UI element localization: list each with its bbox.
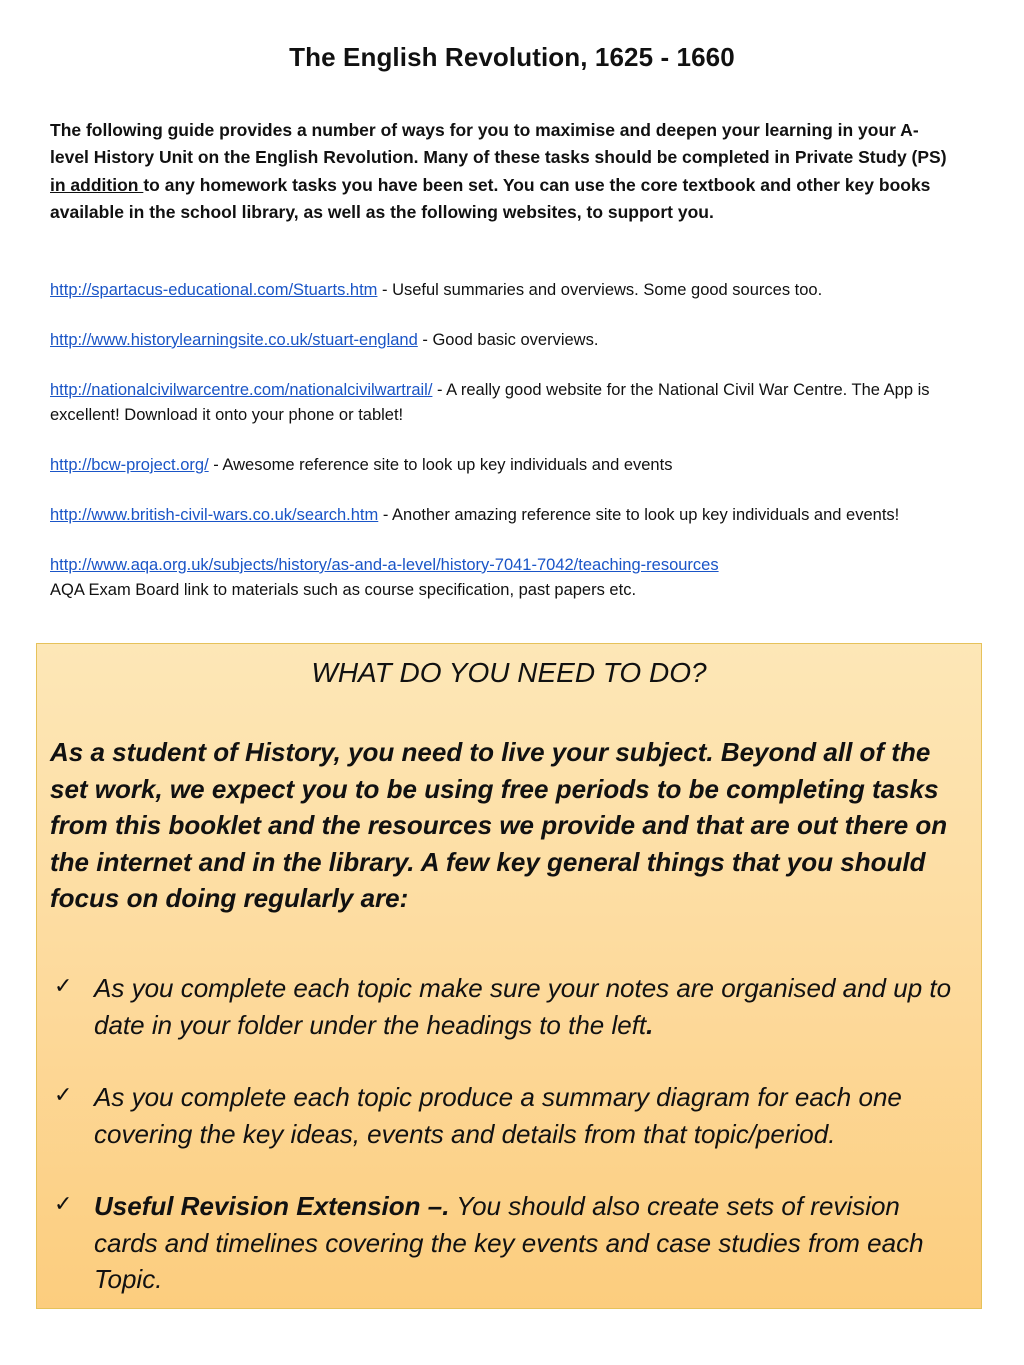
- intro-text: The following guide provides a number of ways for you to maximise and deepen your learning in your A-level History Unit on the English Revolution. Many of these tasks should be completed in Private Study (PS): [50, 120, 947, 168]
- box-heading: WHAT DO YOU NEED TO DO?: [311, 657, 707, 688]
- checklist-text-end: .: [646, 1009, 654, 1040]
- checklist-item-notes: [54, 970, 964, 1043]
- link-item-bcw-project: [50, 453, 980, 478]
- link-description: - A really good website for the National Civil War Centre. The App is excellent! Download it onto your phone or tablet!: [50, 381, 930, 424]
- page-title: The English Revolution, 1625 - 1660: [289, 42, 735, 72]
- link-item-spartacus: [50, 278, 980, 303]
- checklist-text: You should also create sets of revision cards and timelines covering the key events and case studies from each Topic.: [94, 1191, 924, 1294]
- checklist-item-revision: [54, 1188, 964, 1298]
- nationalcivilwar-link[interactable]: http://nationalcivilwarcentre.com/nationalcivilwartrail/: [50, 381, 433, 399]
- checkmark-icon: ✓: [54, 973, 73, 998]
- spartacus-link[interactable]: http://spartacus-educational.com/Stuarts.htm: [50, 281, 378, 299]
- checkmark-icon: ✓: [54, 1082, 73, 1107]
- link-item-aqa: [50, 553, 980, 603]
- link-description: - Useful summaries and overviews. Some good sources too.: [377, 281, 823, 299]
- link-item-british-civil-wars: [50, 503, 980, 528]
- checklist-item-summary: [54, 1079, 964, 1152]
- link-item-nationalcivilwar: [50, 378, 980, 428]
- historylearningsite-link[interactable]: http://www.historylearningsite.co.uk/stuart-england: [50, 331, 418, 349]
- website-list: [50, 278, 980, 628]
- checklist-text: As you complete each topic make sure your notes are organised and up to date in your folder under the headings to the left: [94, 973, 952, 1040]
- intro-underlined: in addition: [50, 174, 144, 195]
- british-civil-wars-link[interactable]: http://www.british-civil-wars.co.uk/search.htm: [50, 506, 379, 524]
- link-description: - Awesome reference site to look up key individuals and events: [208, 456, 673, 474]
- intro-text-end: to any homework tasks you have been set. You can use the core textbook and other key books available in the school library, as well as the following websites, to support you.: [50, 174, 931, 223]
- link-item-historylearningsite: [50, 328, 980, 353]
- box-paragraph: As a student of History, you need to live your subject. Beyond all of the set work, we expect you to be using free periods to be completing tasks from this booklet and the resources we provide and that are out there on the internet and in the library. A few key general things that you should focus on doing regularly are:: [50, 737, 948, 913]
- link-description: - Good basic overviews.: [417, 331, 599, 349]
- checklist-text: As you complete each topic produce a summary diagram for each one covering the key ideas, events and details from that topic/period.: [94, 1082, 902, 1149]
- link-description: - Another amazing reference site to look up key individuals and events!: [378, 506, 900, 524]
- checklist-bold-label: Useful Revision Extension –.: [94, 1191, 450, 1221]
- what-to-do-box: [36, 643, 982, 1309]
- bcw-project-link[interactable]: http://bcw-project.org/: [50, 456, 209, 474]
- checkmark-icon: ✓: [54, 1191, 73, 1216]
- link-description: AQA Exam Board link to materials such as course specification, past papers etc.: [50, 581, 637, 599]
- intro-paragraph: [50, 117, 950, 227]
- aqa-link[interactable]: http://www.aqa.org.uk/subjects/history/as-and-a-level/history-7041-7042/teaching-resources: [50, 556, 719, 574]
